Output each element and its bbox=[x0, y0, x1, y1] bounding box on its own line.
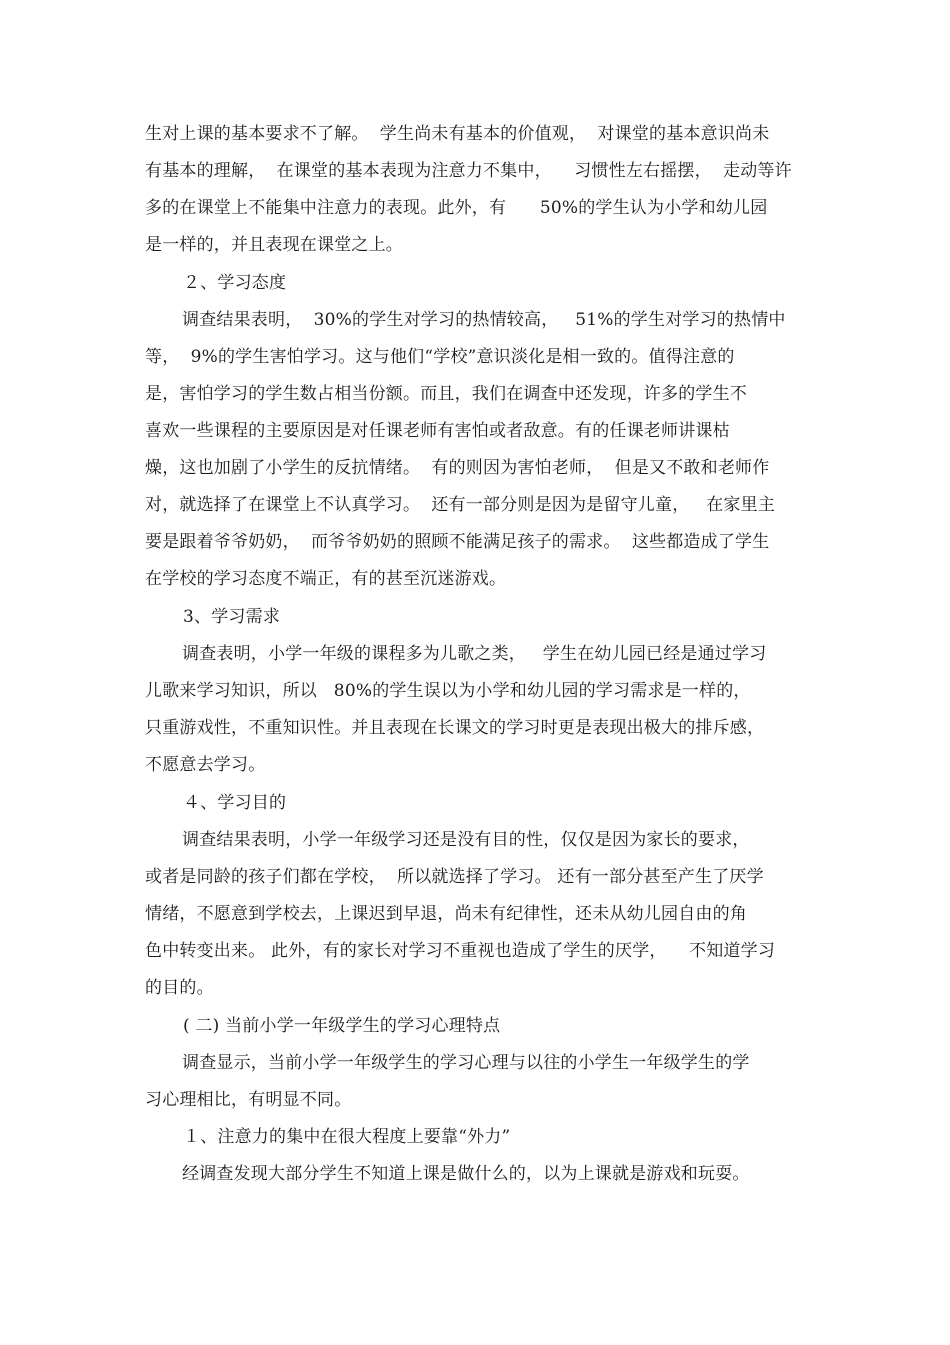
text-line: 的目的。 bbox=[145, 978, 214, 998]
section-heading: ２、学习态度 bbox=[183, 273, 287, 293]
text-line: 情绪，不愿意到学校去，上课迟到早退，尚未有纪律性，还未从幼儿园自由的角 bbox=[145, 904, 747, 924]
text-line: 调查显示，当前小学一年级学生的学习心理与以往的小学生一年级学生的学 bbox=[182, 1053, 750, 1073]
text-line: 习心理相比，有明显不同。 bbox=[145, 1090, 352, 1110]
text-line: 生对上课的基本要求不了解。 学生尚未有基本的价值观， 对课堂的基本意识尚未 bbox=[145, 124, 770, 144]
text-line: 等， 9%的学生害怕学习。这与他们“学校”意识淡化是相一致的。值得注意的 bbox=[145, 347, 735, 367]
section-heading: １、注意力的集中在很大程度上要靠“外力” bbox=[183, 1127, 511, 1147]
text-line: 在学校的学习态度不端正，有的甚至沉迷游戏。 bbox=[145, 569, 507, 589]
text-line: 有基本的理解， 在课堂的基本表现为注意力不集中， 习惯性左右摇摆， 走动等许 bbox=[145, 161, 792, 181]
text-line: 调查结果表明，小学一年级学习还是没有目的性，仅仅是因为家长的要求， bbox=[182, 830, 750, 850]
text-line: 调查表明，小学一年级的课程多为儿歌之类， 学生在幼儿园已经是通过学习 bbox=[182, 644, 767, 664]
section-heading: ( 二) 当前小学一年级学生的学习心理特点 bbox=[183, 1016, 501, 1036]
text-line: 对，就选择了在课堂上不认真学习。 还有一部分则是因为是留守儿童， 在家里主 bbox=[145, 495, 776, 515]
text-line: 色中转变出来。 此外，有的家长对学习不重视也造成了学生的厌学， 不知道学习 bbox=[145, 941, 776, 961]
text-line: 燥，这也加剧了小学生的反抗情绪。 有的则因为害怕老师， 但是又不敢和老师作 bbox=[145, 458, 770, 478]
text-line: 调查结果表明， 30%的学生对学习的热情较高， 51%的学生对学习的热情中 bbox=[182, 310, 786, 330]
text-line: 喜欢一些课程的主要原因是对任课老师有害怕或者敌意。有的任课老师讲课枯 bbox=[145, 421, 730, 441]
section-heading: 3、学习需求 bbox=[183, 607, 281, 627]
text-line: 是一样的，并且表现在课堂之上。 bbox=[145, 235, 403, 255]
text-line: 儿歌来学习知识，所以 80%的学生误以为小学和幼儿园的学习需求是一样的， bbox=[145, 681, 751, 701]
text-line: 只重游戏性，不重知识性。并且表现在长课文的学习时更是表现出极大的排斥感， bbox=[145, 718, 765, 738]
text-line: 经调查发现大部分学生不知道上课是做什么的，以为上课就是游戏和玩耍。 bbox=[182, 1164, 750, 1184]
text-line: 要是跟着爷爷奶奶， 而爷爷奶奶的照顾不能满足孩子的需求。 这些都造成了学生 bbox=[145, 532, 770, 552]
text-line: 或者是同龄的孩子们都在学校， 所以就选择了学习。 还有一部分甚至产生了厌学 bbox=[145, 867, 764, 887]
text-line: 不愿意去学习。 bbox=[145, 755, 266, 775]
text-line: 是，害怕学习的学生数占相当份额。而且，我们在调查中还发现，许多的学生不 bbox=[145, 384, 747, 404]
section-heading: ４、学习目的 bbox=[183, 793, 287, 813]
text-line: 多的在课堂上不能集中注意力的表现。此外，有 50%的学生认为小学和幼儿园 bbox=[145, 198, 768, 218]
